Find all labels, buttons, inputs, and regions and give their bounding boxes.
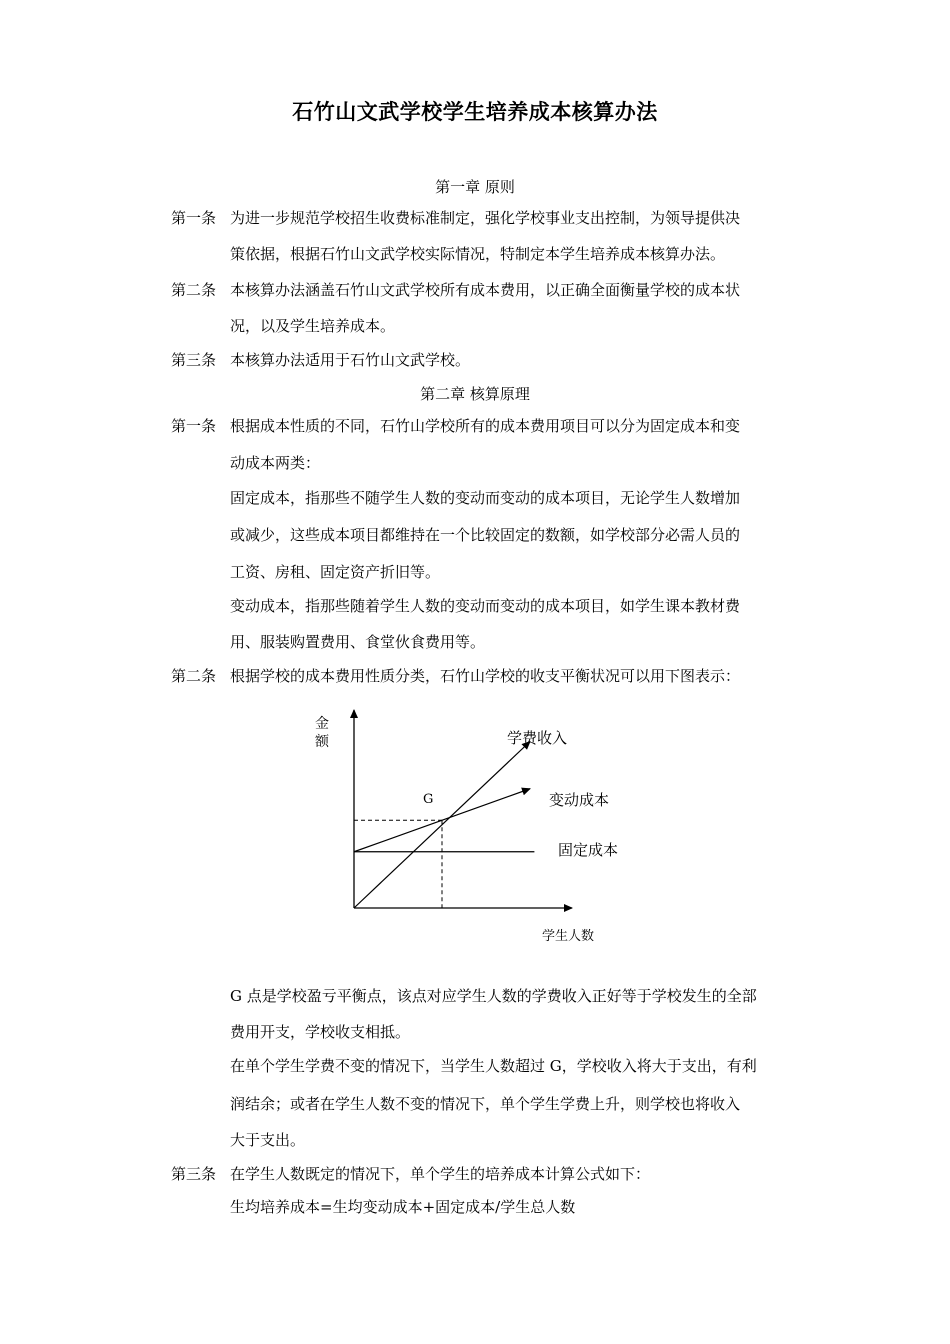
- ch2-article-1-line-1: 根据成本性质的不同，石竹山学校所有的成本费用项目可以分为固定成本和变: [230, 417, 741, 435]
- y-axis-label-top: 金: [315, 716, 329, 732]
- ch2-article-2-label: 第二条: [171, 667, 217, 685]
- formula-line: 生均培养成本=生均变动成本+固定成本/学生总人数: [230, 1198, 576, 1216]
- fixed-cost-line-2: 或减少，这些成本项目都维持在一个比较固定的数额，如学校部分必需人员的: [230, 526, 741, 544]
- ch1-article-1-label: 第一条: [171, 209, 217, 227]
- breakeven-desc-line-2: 费用开支，学校收支相抵。: [230, 1023, 411, 1041]
- profit-desc-line-1: 在单个学生学费不变的情况下，当学生人数超过 G，学校收入将大于支出，有利: [230, 1057, 757, 1075]
- ch2-article-3-label: 第三条: [171, 1165, 217, 1183]
- variable-cost-line-2: 用、服装购置费用、食堂伙食费用等。: [230, 633, 486, 651]
- ch1-article-2-line-2: 况，以及学生培养成本。: [230, 317, 396, 335]
- breakeven-point-label: G: [423, 792, 434, 807]
- breakeven-desc-line-1: G 点是学校盈亏平衡点，该点对应学生人数的学费收入正好等于学校发生的全部: [230, 987, 757, 1005]
- ch2-article-2-line-1: 根据学校的成本费用性质分类，石竹山学校的收支平衡状况可以用下图表示：: [230, 667, 741, 685]
- chapter-2-heading: 第二章 核算原理: [420, 385, 530, 403]
- y-axis-label-bottom: 额: [315, 734, 329, 750]
- ch2-article-1-line-2: 动成本两类：: [230, 454, 321, 472]
- ch1-article-1-line-2: 策依据，根据石竹山文武学校实际情况，特制定本学生培养成本核算办法。: [230, 245, 726, 263]
- profit-desc-line-3: 大于支出。: [230, 1131, 306, 1149]
- breakeven-chart: [300, 700, 640, 950]
- series-label-fixed-cost: 固定成本: [558, 841, 619, 859]
- ch2-article-3-line-1: 在学生人数既定的情况下，单个学生的培养成本计算公式如下：: [230, 1165, 651, 1183]
- x-axis-label: 学生人数: [542, 929, 595, 944]
- series-label-variable-cost: 变动成本: [549, 791, 610, 809]
- document-title: 石竹山文武学校学生培养成本核算办法: [292, 99, 658, 124]
- profit-desc-line-2: 润结余；或者在学生人数不变的情况下，单个学生学费上升，则学校也将收入: [230, 1095, 741, 1113]
- series-line-revenue: [354, 742, 530, 909]
- ch1-article-2-label: 第二条: [171, 281, 217, 299]
- series-label-revenue: 学费收入: [507, 729, 568, 747]
- fixed-cost-line-3: 工资、房租、固定资产折旧等。: [230, 563, 441, 581]
- fixed-cost-line-1: 固定成本，指那些不随学生人数的变动而变动的成本项目，无论学生人数增加: [230, 489, 741, 507]
- chapter-1-heading: 第一章 原则: [435, 178, 515, 196]
- ch1-article-3-label: 第三条: [171, 351, 217, 369]
- variable-cost-line-1: 变动成本，指那些随着学生人数的变动而变动的成本项目，如学生课本教材费: [230, 597, 741, 615]
- ch1-article-3-line-1: 本核算办法适用于石竹山文武学校。: [230, 351, 471, 369]
- ch1-article-1-line-1: 为进一步规范学校招生收费标准制定，强化学校事业支出控制，为领导提供决: [230, 209, 741, 227]
- ch1-article-2-line-1: 本核算办法涵盖石竹山文武学校所有成本费用，以正确全面衡量学校的成本状: [230, 281, 741, 299]
- ch2-article-1-label: 第一条: [171, 417, 217, 435]
